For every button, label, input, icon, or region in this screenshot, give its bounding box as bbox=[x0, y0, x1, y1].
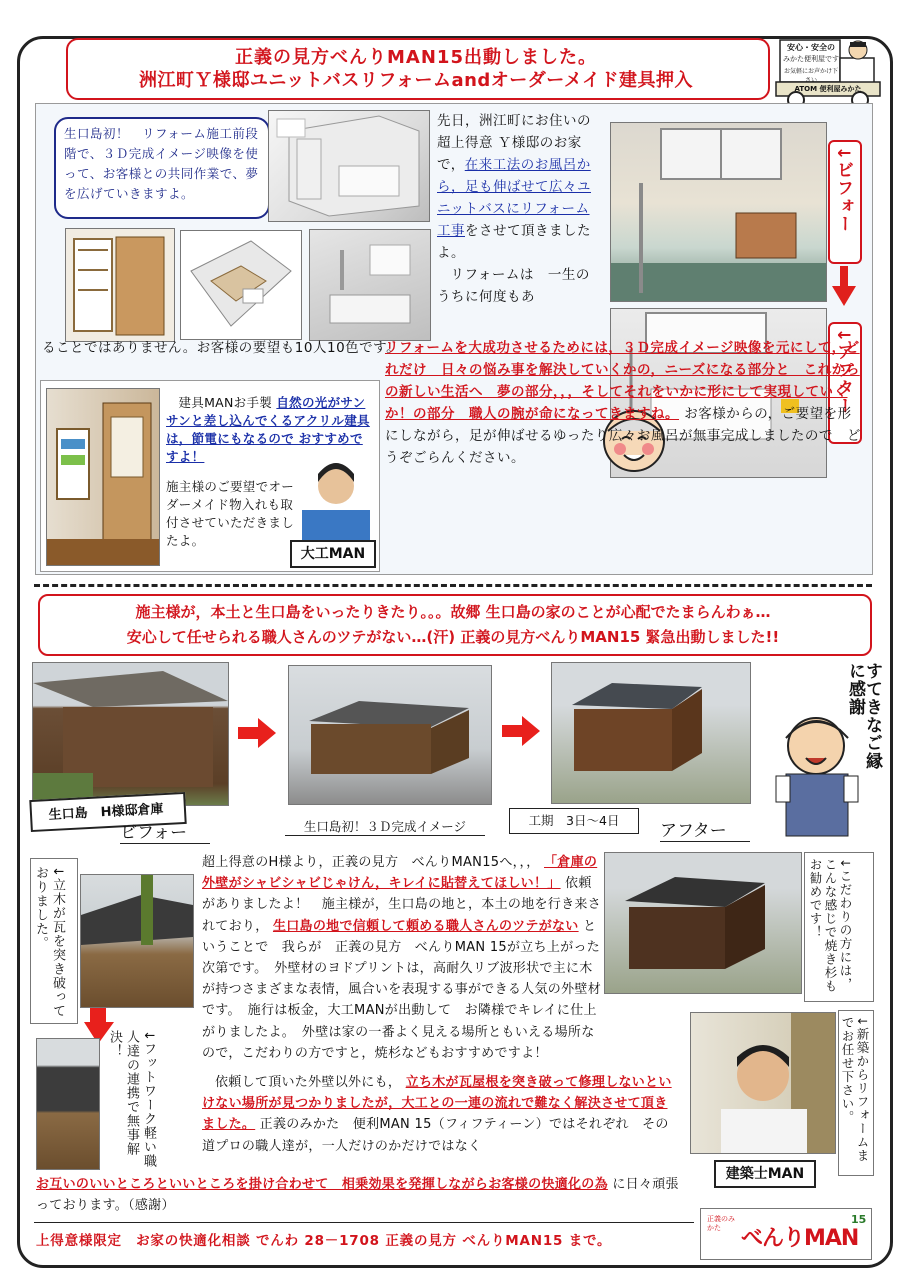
header-title-line2: 洲江町Ｙ様邸ユニットバスリフォームandオーダーメイド建具押入 bbox=[138, 70, 694, 91]
roof-tree-before-photo bbox=[80, 874, 194, 1008]
tategu-text-c: 施主様のご要望でオーダーメイド物入れも取付させていただきましたよ。 bbox=[166, 479, 295, 548]
mascot-text: すてきなご縁に感謝 bbox=[845, 662, 882, 770]
banner-line1: 施主様が，本土と生口島をいったりきたり。。。故郷 生口島の家のことが心配でたまらんわぁ… bbox=[135, 603, 771, 621]
s2-p1-b: 「倉庫の外壁がシャビシャビじゃけん，キレイに貼替えてほしい！」 bbox=[202, 855, 598, 892]
intro-text: 生口島初！ リフォーム施工前段階で、３Ｄ完成イメージ映像を使って、お客様との共同作業で、夢を広げていきますよ。 bbox=[64, 126, 259, 201]
s1-text-a: 先日，洲江町にお住いの超上得意 Ｙ様邸のお家で， bbox=[437, 113, 591, 173]
benri-man-logo bbox=[700, 1208, 872, 1260]
caption-place: 生口島 H様邸倉庫 bbox=[48, 802, 164, 823]
right-arrow-icon-1 bbox=[238, 718, 276, 748]
truck-sign-2: みかた便利屋です bbox=[783, 55, 839, 63]
s1-text-line-e: ることではありません。お客様の要望も10人10色です。 bbox=[42, 340, 401, 356]
s1-text-g: お客様からの，ご要望を形にしながら，足が伸ばせるゆったり広々お風呂が無事完成しましたので どうぞごらんください。 bbox=[385, 406, 861, 466]
header-title-line1: 正義の見方べんりMAN15出動しました。 bbox=[235, 47, 597, 68]
footer-divider bbox=[34, 1222, 694, 1223]
before-label: ↓ビフォー bbox=[833, 146, 853, 234]
tategu-text-b: 自然の光がサンサンと差し込んでくるアクリル建具は，節電にもなるので おすすめですよ！ bbox=[166, 395, 370, 464]
bath-before-photo bbox=[610, 122, 827, 302]
banner-line2: 安心して任せられる職人さんのツテがない…(汗) 正義の見方べんりMAN15 緊急出動しました!! bbox=[126, 628, 780, 646]
truck-sign-3: お気軽にお声かけ下さい bbox=[783, 68, 838, 84]
render-closet-3d bbox=[65, 228, 175, 342]
s2-p2-d: お互いのいいところといいところを掛け合わせて 相乗効果を発揮しながらお客様の快適化の為 bbox=[36, 1177, 608, 1192]
s1-text-b: 在来工法のお風呂から，足も伸ばせて広々ユニットバスにリフォーム工事 bbox=[437, 157, 591, 239]
s1-text-column bbox=[437, 110, 597, 308]
s1-text-c: をさせて頂きましたよ。 bbox=[437, 223, 591, 261]
caption-before: ビフォー bbox=[120, 818, 210, 844]
s1-text-d: リフォームは 一生のうちに何度もあ bbox=[437, 267, 590, 305]
s2-p1-d: 生口島の地で信頼して頼める職人さんのツテがない bbox=[272, 918, 579, 934]
s2-p2-b: 立ち木が瓦屋根を突き破って修理しないといけない場所が見つかりましたが，大工との一連の流れで難なく解決させて頂きました。 bbox=[202, 1075, 672, 1133]
s2-p2-a: 依頼して頂いた外壁以外にも， bbox=[215, 1075, 402, 1090]
section-divider bbox=[34, 584, 872, 587]
truck-sign-1: 安心・安全の bbox=[787, 43, 835, 52]
render-unitbath-3d bbox=[309, 229, 431, 341]
warehouse-before-photo bbox=[32, 662, 229, 806]
warehouse-after-photo bbox=[551, 662, 751, 804]
truck-logo bbox=[774, 36, 886, 112]
s2-paragraph bbox=[202, 852, 602, 1064]
yakisugi-warehouse-photo bbox=[604, 852, 802, 994]
s2-paragraph-3 bbox=[36, 1174, 686, 1216]
vert-left2: ↓フットワーク軽い職人達の連携で無事解決！ bbox=[107, 1030, 156, 1168]
caption-period: 工期 3日～4日 bbox=[509, 808, 639, 834]
daiku-man-label: 大工MAN bbox=[290, 540, 376, 568]
logo-main-text: べんりMAN bbox=[741, 1226, 859, 1251]
tategu-text-a: 建具MANお手製 bbox=[178, 395, 273, 410]
door-closet-photo bbox=[46, 388, 160, 566]
kenchiku-man-label: 建築士MAN bbox=[714, 1160, 816, 1188]
caption-3d: 生口島初！３Ｄ完成イメージ bbox=[285, 817, 485, 836]
s1-red-text: リフォームを大成功させるためには，３Ｄ完成イメージ映像を元にして，どれだけ 日々の悩み事を解決していくかの，ニーズになる部分と これからの新しい生活へ 夢の部分，，，そしてそれをいかに形にして実現していくか！の部分 職人の腕が命になってきますね。 bbox=[385, 340, 860, 422]
s1-red-paragraph bbox=[385, 337, 865, 469]
logo-small-text: 正義のみかた bbox=[707, 1215, 735, 1232]
warehouse-3d-render bbox=[288, 665, 492, 805]
logo-number: 15 bbox=[851, 1213, 867, 1226]
s2-p2-e: に日々頑張っております。（感謝） bbox=[36, 1177, 679, 1214]
s2-p1-a: 超上得意のH様より，正義の見方 べんりMAN15へ，，， bbox=[202, 855, 540, 870]
caption-after: アフター bbox=[660, 816, 750, 842]
kenchiku-man-photo bbox=[690, 1012, 836, 1154]
roof-fixed-after-photo bbox=[36, 1038, 100, 1170]
truck-side-text: ATOM 便利屋みかた bbox=[794, 85, 862, 93]
down-arrow-icon bbox=[832, 266, 856, 306]
after-label: ↓アフター bbox=[833, 328, 853, 416]
right-arrow-icon-2 bbox=[502, 716, 540, 746]
footer-text: 上得意様限定 お家の快適化相談 でんわ 28－1708 正義の見方 べんりMAN15 まで。 bbox=[36, 1233, 612, 1249]
s2-p1-e: ということで 我らが 正義の見方 べんりMAN 15が立ち上がった次第です。 外壁材のヨドプリントは，高耐久リブ波形状で主に木が持つさまざまな表情，風合いを表現する事ができる人気の外壁材です。 施行は板金，大工MANが出動して お隣様でキレイに仕上がりましたよ。 外壁は家の一番よく見える場所ともいえる場所なので，こだわりの方ですと，焼杉などもおすすめですよ！ bbox=[202, 918, 602, 1061]
s2-paragraph-2 bbox=[202, 1072, 680, 1157]
render-bathroom-3d bbox=[268, 110, 430, 222]
s2-p2-c: 正義のみかた 便利MAN 15（フィフティーン）ではそれぞれ その道プロの職人達が，一人だけのかだけではなく bbox=[202, 1117, 669, 1154]
daiku-man-photo bbox=[302, 450, 370, 542]
vert-left1: ↓立木が瓦を突き破っておりました。 bbox=[33, 866, 65, 1018]
vert-right2: ↓新築からリフォームまでお任せ下さい。 bbox=[840, 1016, 870, 1163]
vert-right1: ↓こだわりの方には，こんな感じで焼き杉もお勧めです！ bbox=[808, 858, 853, 993]
render-floorplan-3d bbox=[180, 230, 302, 340]
s2-p1-c: 依頼がありましたよ！ 施主様が，生口島の地と，本土の地を行き来されており， bbox=[202, 876, 601, 934]
